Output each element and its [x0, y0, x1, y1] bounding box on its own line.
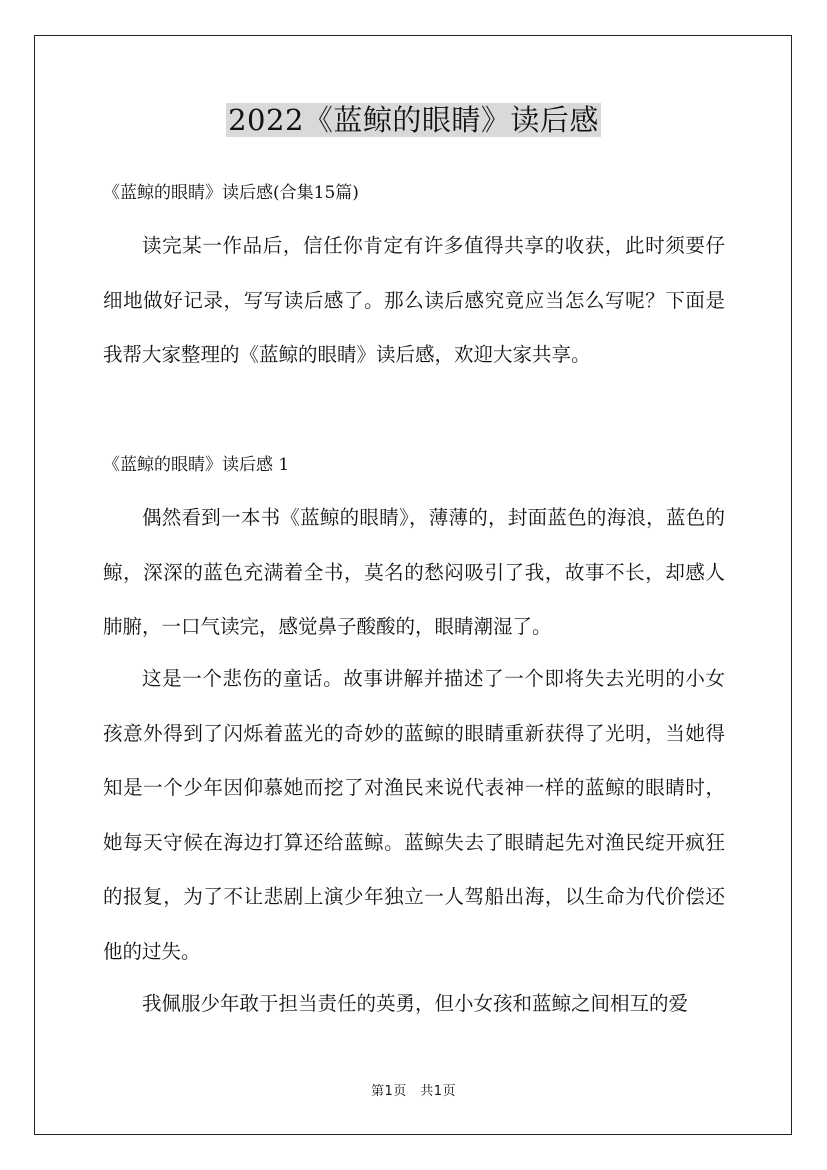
body-paragraph-3: 我佩服少年敢于担当责任的英勇，但小女孩和蓝鲸之间相互的爱 [142, 992, 689, 1015]
document-title-text: 2022《蓝鲸的眼睛》读后感 [228, 103, 599, 137]
body-paragraph-2: 这是一个悲伤的童话。故事讲解并描述了一个即将失去光明的小女孩意外得到了闪烁着蓝光的奇妙的蓝鲸的眼睛重新获得了光明，当她得知是一个少年因仰慕她而挖了对渔民来说代表神一样的蓝鲸的眼睛时，她每天守候在海边打算还给蓝鲸。蓝鲸失去了眼睛起先对渔民绽开疯狂的报复，为了不让悲剧上演少年独立一人驾船出海，以生命为代价偿还他的过失。 [103, 667, 725, 963]
page-footer: 第1页 共1页 [370, 1084, 457, 1099]
body-paragraph-1: 偶然看到一本书《蓝鲸的眼睛》，薄薄的，封面蓝色的海浪，蓝色的鲸，深深的蓝色充满着全书，莫名的愁闷吸引了我，故事不长，却感人肺腑，一口气读完，感觉鼻子酸酸的，眼睛潮湿了。 [103, 506, 725, 638]
document-title [0, 100, 827, 140]
document-subtitle: 《蓝鲸的眼睛》读后感(合集15篇) [103, 183, 359, 203]
intro-paragraph: 读完某一作品后，信任你肯定有许多值得共享的收获，此时须要仔细地做好记录，写写读后感了。那么读后感究竟应当怎么写呢？下面是我帮大家整理的《蓝鲸的眼睛》读后感，欢迎大家共享。 [103, 234, 725, 366]
section-title: 《蓝鲸的眼睛》读后感 1 [103, 455, 290, 475]
